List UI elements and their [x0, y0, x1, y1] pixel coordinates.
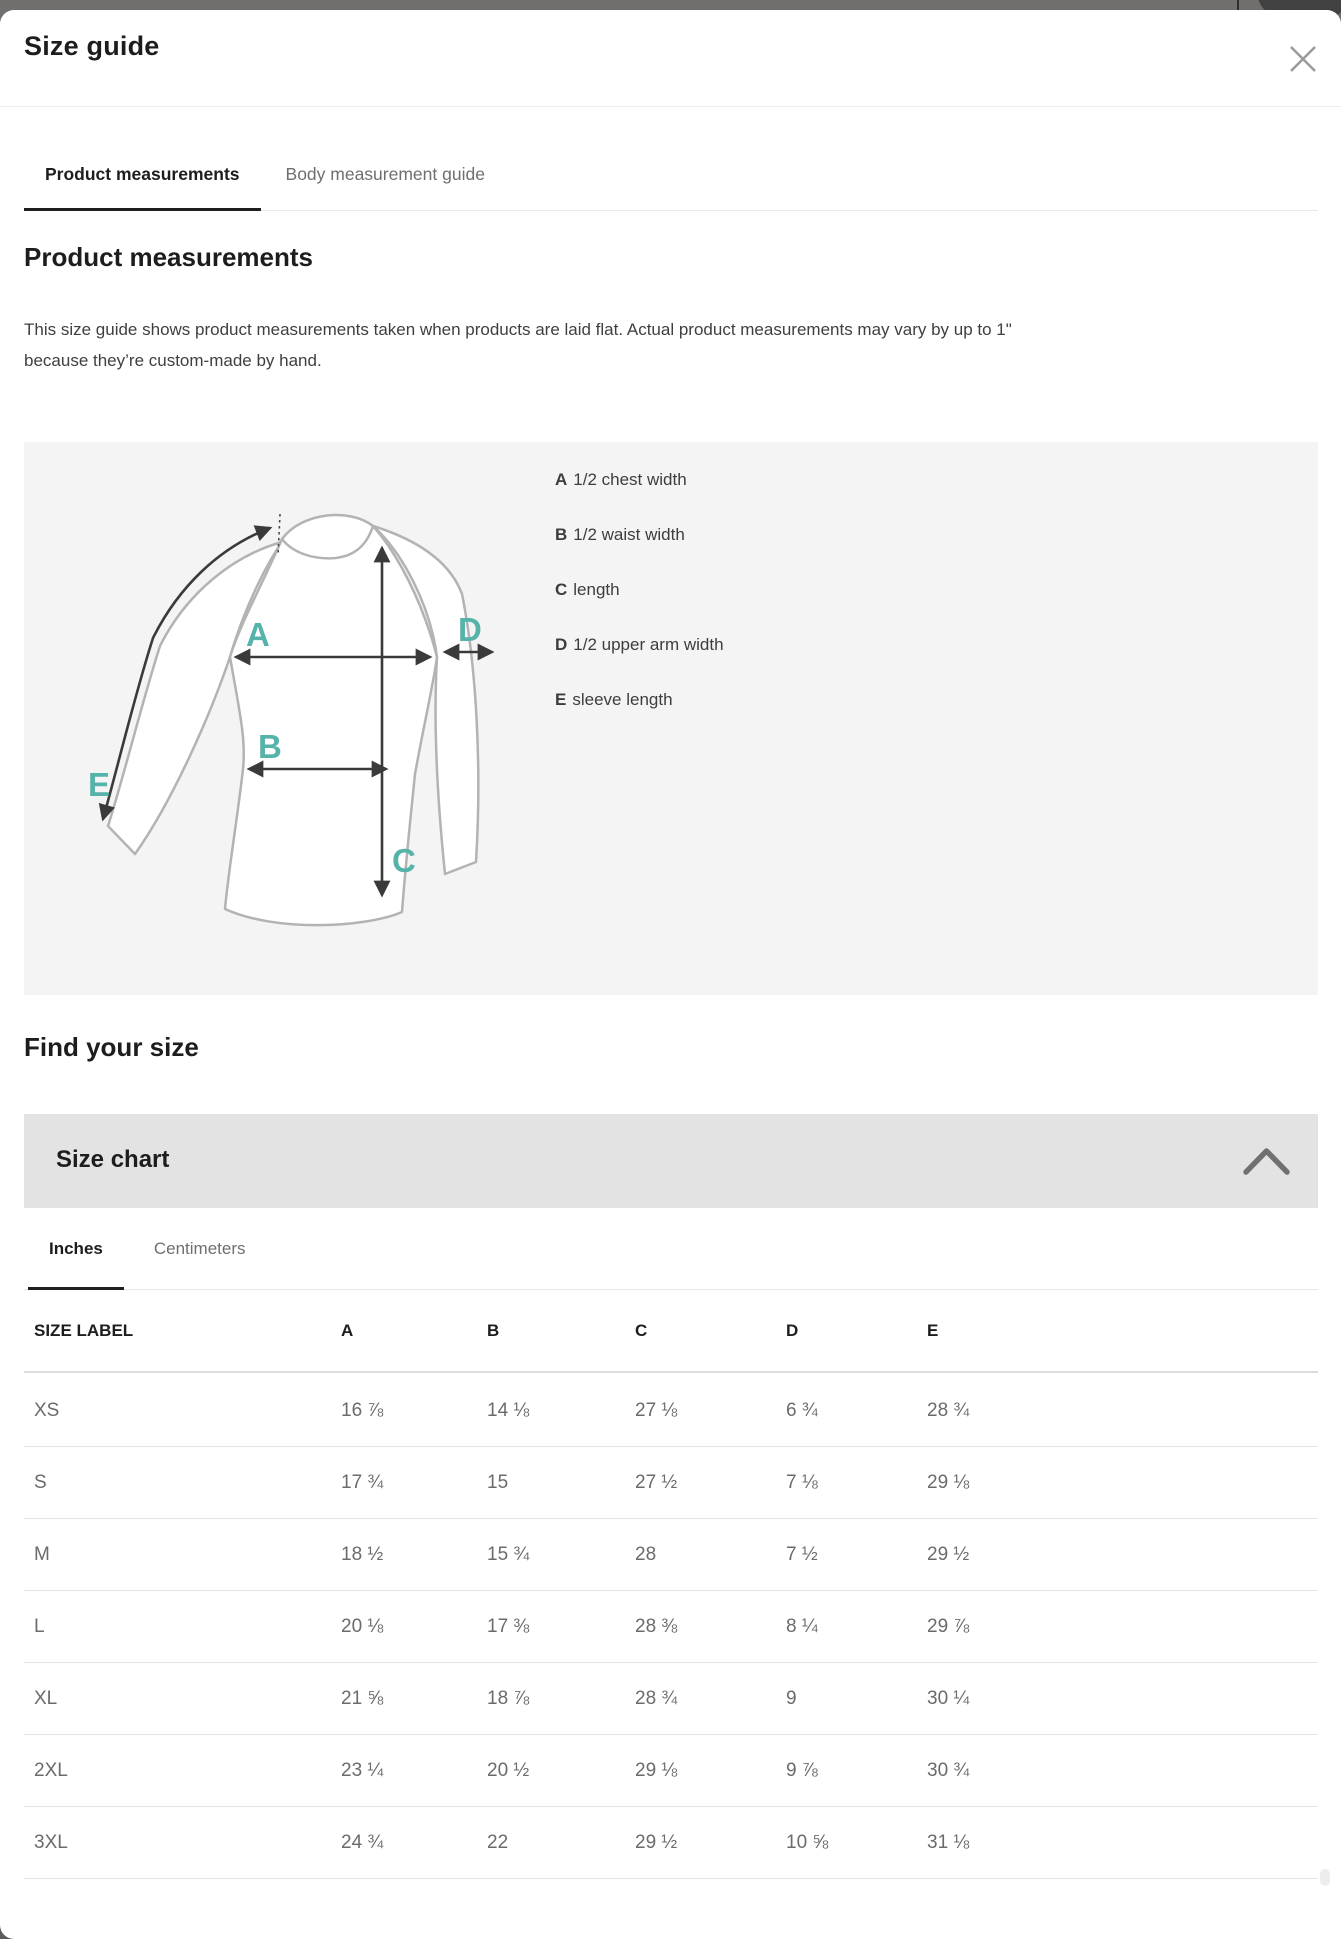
- column-header: E: [927, 1321, 939, 1340]
- value-cell-e: 29 ½: [927, 1543, 970, 1565]
- measurement-legend: [555, 470, 724, 745]
- value-cell-d: 9 ⅞: [786, 1759, 818, 1781]
- value-cell-c: 28 ⅜: [635, 1615, 678, 1637]
- value-cell-b: 17 ⅜: [487, 1615, 530, 1637]
- legend-label: 1/2 chest width: [573, 470, 687, 489]
- legend-key: B: [555, 525, 568, 544]
- value-cell-d: 10 ⅝: [786, 1831, 829, 1853]
- find-your-size-heading: Find your size: [24, 1032, 199, 1062]
- value-cell-b: 15 ¾: [487, 1543, 530, 1565]
- size-table: [24, 1375, 1318, 1879]
- value-cell-a: 24 ¾: [341, 1831, 384, 1853]
- legend-label: 1/2 waist width: [573, 525, 685, 544]
- table-row: [24, 1519, 1318, 1591]
- diagram-panel: [24, 442, 1318, 995]
- value-cell-d: 7 ⅛: [786, 1471, 818, 1493]
- legend-key: C: [555, 580, 568, 599]
- value-cell-d: 9: [786, 1687, 797, 1709]
- value-cell-c: 28: [635, 1543, 657, 1565]
- header-divider: [0, 106, 1341, 107]
- table-header-row: [24, 1291, 1318, 1373]
- close-icon: [1288, 44, 1318, 74]
- tab-body-measurement-guide[interactable]: Body measurement guide: [285, 164, 485, 184]
- value-cell-d: 7 ½: [786, 1543, 818, 1565]
- close-button[interactable]: [1283, 39, 1323, 79]
- table-row: [24, 1375, 1318, 1447]
- table-row: [24, 1591, 1318, 1663]
- size-label-cell: M: [34, 1543, 50, 1565]
- value-cell-a: 17 ¾: [341, 1471, 384, 1493]
- value-cell-a: 18 ½: [341, 1543, 384, 1565]
- value-cell-e: 29 ⅞: [927, 1615, 970, 1637]
- diagram-label-a: A: [246, 616, 270, 653]
- size-label-cell: L: [34, 1615, 45, 1637]
- value-cell-a: 23 ¼: [341, 1759, 384, 1781]
- value-cell-a: 16 ⅞: [341, 1399, 384, 1421]
- table-row: [24, 1807, 1318, 1879]
- value-cell-b: 14 ⅛: [487, 1399, 530, 1421]
- tab-centimeters[interactable]: Centimeters: [153, 1238, 246, 1258]
- value-cell-c: 29 ⅛: [635, 1759, 678, 1781]
- value-cell-b: 15: [487, 1471, 509, 1493]
- unit-tab-bar: [24, 1208, 1318, 1290]
- value-cell-e: 30 ¼: [927, 1687, 970, 1709]
- legend-item: [555, 580, 724, 635]
- value-cell-c: 28 ¾: [635, 1687, 678, 1709]
- value-cell-d: 6 ¾: [786, 1399, 818, 1421]
- column-header: C: [635, 1321, 648, 1340]
- section-description: This size guide shows product measurements taken when products are laid flat. Actual product measurements may vary by up to 1" because they’re custom-made by hand.: [24, 320, 1012, 370]
- value-cell-e: 28 ¾: [927, 1399, 970, 1421]
- chevron-up-icon: [1243, 1147, 1290, 1176]
- value-cell-b: 18 ⅞: [487, 1687, 530, 1709]
- tab-inches[interactable]: Inches: [28, 1208, 124, 1289]
- section-heading: Product measurements: [24, 242, 313, 272]
- size-label-cell: S: [34, 1471, 47, 1493]
- value-cell-c: 27 ½: [635, 1471, 678, 1493]
- legend-item: [555, 525, 724, 580]
- shirt-measurement-diagram: [40, 464, 580, 974]
- table-row: [24, 1663, 1318, 1735]
- value-cell-a: 20 ⅛: [341, 1615, 384, 1637]
- legend-key: A: [555, 470, 568, 489]
- size-chart-title: Size chart: [56, 1146, 170, 1173]
- diagram-label-d: D: [458, 611, 482, 648]
- table-row: [24, 1735, 1318, 1807]
- column-header: A: [341, 1321, 354, 1340]
- size-label-cell: XL: [34, 1687, 58, 1709]
- table-row: [24, 1447, 1318, 1519]
- legend-item: [555, 470, 724, 525]
- size-label-cell: XS: [34, 1399, 60, 1421]
- value-cell-e: 29 ⅛: [927, 1471, 970, 1493]
- legend-label: sleeve length: [572, 690, 673, 709]
- value-cell-b: 20 ½: [487, 1759, 530, 1781]
- legend-label: 1/2 upper arm width: [573, 635, 724, 654]
- legend-key: E: [555, 690, 567, 709]
- diagram-label-e: E: [88, 766, 111, 803]
- scrollbar-thumb[interactable]: [1320, 1869, 1330, 1886]
- size-chart-toggle[interactable]: [24, 1114, 1318, 1208]
- column-header: B: [487, 1321, 500, 1340]
- legend-item: [555, 635, 724, 690]
- value-cell-c: 29 ½: [635, 1831, 678, 1853]
- legend-item: [555, 690, 724, 745]
- size-guide-modal: [0, 10, 1341, 1939]
- value-cell-a: 21 ⅝: [341, 1687, 384, 1709]
- column-header: D: [786, 1321, 799, 1340]
- tab-product-measurements[interactable]: Product measurements: [24, 139, 261, 210]
- size-label-cell: 3XL: [34, 1831, 68, 1853]
- value-cell-b: 22: [487, 1831, 509, 1853]
- column-header: SIZE LABEL: [34, 1321, 134, 1340]
- value-cell-e: 30 ¾: [927, 1759, 970, 1781]
- value-cell-d: 8 ¼: [786, 1615, 818, 1637]
- value-cell-c: 27 ⅛: [635, 1399, 678, 1421]
- size-label-cell: 2XL: [34, 1759, 68, 1781]
- legend-key: D: [555, 635, 568, 654]
- tab-bar: [24, 139, 1318, 211]
- diagram-label-b: B: [258, 728, 282, 765]
- modal-title: Size guide: [24, 31, 160, 61]
- value-cell-e: 31 ⅛: [927, 1831, 970, 1853]
- legend-label: length: [573, 580, 620, 599]
- diagram-label-c: C: [392, 842, 416, 879]
